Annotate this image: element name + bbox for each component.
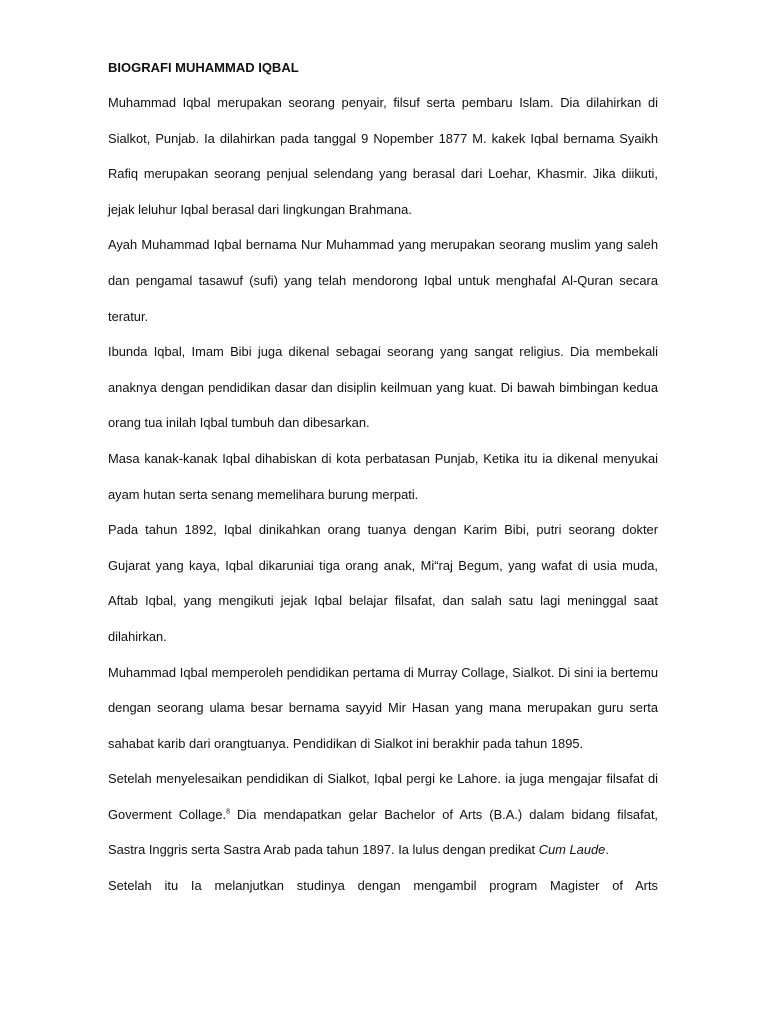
paragraph-sialkot-education: Muhammad Iqbal memperoleh pendidikan pertama di Murray Collage, Sialkot. Di sini ia bertemu dengan seorang ulama besar bernama sayyid Mir Hasan yang mana merupakan guru serta sahabat karib dari orangtuanya. Pendidikan di Sialkot ini berakhir pada tahun 1895. — [108, 664, 658, 751]
paragraph-lahore-education — [108, 761, 658, 868]
footnote-marker: 8 — [226, 808, 231, 816]
paragraph-text: Dia mendapatkan gelar Bachelor of Arts (B.A.) dalam bidang filsafat, Sastra Inggris serta Sastra Arab pada tahun 1897. Ia lulus dengan predikat — [108, 806, 659, 858]
document-page — [108, 58, 658, 904]
paragraph-masters: Setelah itu Ia melanjutkan studinya dengan mengambil program Magister of Arts — [108, 878, 658, 894]
paragraph-text: . — [605, 842, 609, 858]
honor-predicate: Cum Laude — [538, 842, 606, 858]
document-title: BIOGRAFI MUHAMMAD IQBAL — [108, 60, 299, 75]
paragraph-childhood: Masa kanak-kanak Iqbal dihabiskan di kota perbatasan Punjab, Ketika itu ia dikenal menyukai ayam hutan serta senang memelihara burung merpati. — [108, 450, 658, 502]
paragraph-mother: Ibunda Iqbal, Imam Bibi juga dikenal sebagai seorang yang sangat religius. Dia membekali anaknya dengan pendidikan dasar dan disiplin keilmuan yang kuat. Di bawah bimbingan kedua orang tua inilah Iqbal tumbuh dan dibesarkan. — [108, 344, 658, 431]
paragraph-marriage: Pada tahun 1892, Iqbal dinikahkan orang tuanya dengan Karim Bibi, putri seorang dokter Gujarat yang kaya, Iqbal dikaruniai tiga orang anak, Mi“raj Begum, yang wafat di usia muda, Aftab Iqbal, yang mengikuti jejak Iqbal belajar filsafat, dan salah satu lagi meninggal saat dilahirkan. — [108, 522, 658, 644]
paragraph-text: Setelah menyelesaikan pendidikan di Sialkot, Iqbal pergi ke Lahore. ia juga mengajar filsafat di Goverment Collage. — [108, 771, 658, 822]
paragraph-birth: Muhammad Iqbal merupakan seorang penyair, filsuf serta pembaru Islam. Dia dilahirkan di Sialkot, Punjab. Ia dilahirkan pada tanggal 9 Nopember 1877 M. kakek Iqbal bernama Syaikh Rafiq merupakan seorang penjual selendang yang berasal dari Loehar, Khasmir. Jika diikuti, jejak leluhur Iqbal berasal dari lingkungan Brahmana. — [108, 95, 658, 217]
paragraph-father: Ayah Muhammad Iqbal bernama Nur Muhammad yang merupakan seorang muslim yang saleh dan pengamal tasawuf (sufi) yang telah mendorong Iqbal untuk menghafal Al-Quran secara teratur. — [108, 237, 658, 324]
